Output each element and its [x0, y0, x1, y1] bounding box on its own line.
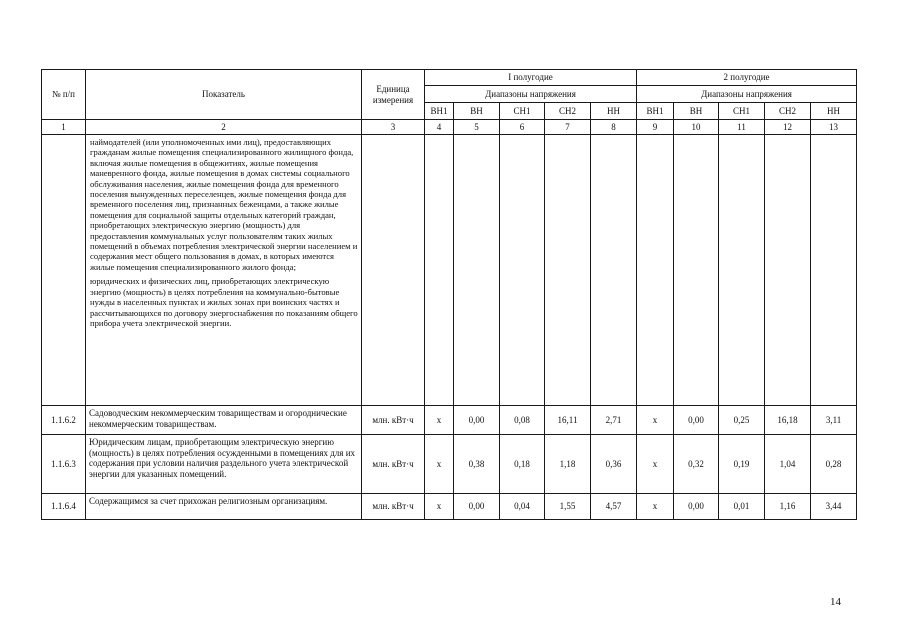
value-cell: x	[425, 435, 454, 494]
value-cell: 0,18	[500, 435, 545, 494]
header-half2: 2 полугодие	[637, 70, 857, 86]
column-number: 5	[454, 120, 500, 135]
column-number: 10	[674, 120, 719, 135]
value-cell: 0,00	[674, 406, 719, 435]
row-name: Садоводческим некоммерческим товариществам и огороднические некоммерческим товариществам.	[86, 406, 362, 435]
value-cell: 4,57	[591, 494, 637, 520]
value-cell: x	[637, 406, 674, 435]
level-header: ВН1	[637, 103, 674, 120]
value-cell: 0,08	[500, 406, 545, 435]
level-header: ВН	[674, 103, 719, 120]
value-cell: 2,71	[591, 406, 637, 435]
row-unit: млн. кВт·ч	[362, 435, 425, 494]
continuation-paragraph-2: юридических и физических лиц, приобретающих электрическую энергию (мощность) в целях потребления на коммунально-бытовые нужды в населенных пунктах и жилых зонах при воинских частях и рассчитывающихся по договору энергоснабжения по показаниям общего прибора учета электрической энергии.	[90, 276, 358, 328]
value-cell: x	[637, 494, 674, 520]
row-number: 1.1.6.2	[42, 406, 86, 435]
header-unit: Единица измерения	[362, 70, 425, 120]
header-ranges-1: Диапазоны напряжения	[425, 86, 637, 103]
value-cell: 16,11	[545, 406, 591, 435]
table-row	[42, 406, 857, 435]
column-number-row	[42, 120, 857, 135]
level-header: ВН1	[425, 103, 454, 120]
table-row	[42, 494, 857, 520]
column-number: 12	[765, 120, 811, 135]
level-header: СН1	[500, 103, 545, 120]
column-number: 7	[545, 120, 591, 135]
column-number: 2	[86, 120, 362, 135]
value-cell: x	[425, 406, 454, 435]
value-cell: 0,00	[454, 406, 500, 435]
value-cell: 0,32	[674, 435, 719, 494]
value-cell: 0,25	[719, 406, 765, 435]
page-number: 14	[830, 596, 841, 608]
row-unit: млн. кВт·ч	[362, 494, 425, 520]
value-cell: 1,18	[545, 435, 591, 494]
value-cell: 0,04	[500, 494, 545, 520]
value-cell: x	[637, 435, 674, 494]
table-row	[42, 135, 857, 406]
level-header: НН	[811, 103, 857, 120]
continuation-text	[86, 135, 362, 406]
continuation-paragraph-1: наймодателей (или уполномоченных ими лиц), предоставляющих гражданам жилые помещения специализированного жилищного фонда, включая жилые помещения в общежитиях, жилые помещения маневренного фонда, жилые помещения в домах системы социального обслуживания населения, жилые помещения фонда для временного поселения вынужденных переселенцев, жилые помещения фонда для временного поселения лиц, признанных беженцами, а также жилые помещения для социальной защиты отдельных категорий граждан, приобретающих электрическую энергию (мощность) для предоставления коммунальных услуг пользователям таких жилых помещений в объемах потребления электрической энергии населением и содержания мест общего пользования в домах, в которых имеются жилые помещения специализированного жилого фонда;	[90, 137, 358, 272]
column-number: 6	[500, 120, 545, 135]
table-row	[42, 435, 857, 494]
value-cell: 0,38	[454, 435, 500, 494]
value-cell: 0,01	[719, 494, 765, 520]
value-cell: 0,00	[674, 494, 719, 520]
value-cell: 0,00	[454, 494, 500, 520]
column-number: 11	[719, 120, 765, 135]
value-cell: 1,55	[545, 494, 591, 520]
data-table	[41, 69, 857, 520]
column-number: 1	[42, 120, 86, 135]
level-header: СН2	[545, 103, 591, 120]
value-cell: 0,19	[719, 435, 765, 494]
level-header: СН1	[719, 103, 765, 120]
level-header: НН	[591, 103, 637, 120]
column-number: 3	[362, 120, 425, 135]
column-number: 13	[811, 120, 857, 135]
value-cell: 0,36	[591, 435, 637, 494]
column-number: 9	[637, 120, 674, 135]
header-half1: I полугодие	[425, 70, 637, 86]
column-number: 4	[425, 120, 454, 135]
header-indicator: Показатель	[86, 70, 362, 120]
value-cell: 16,18	[765, 406, 811, 435]
value-cell: 0,28	[811, 435, 857, 494]
value-cell: x	[425, 494, 454, 520]
level-header: ВН	[454, 103, 500, 120]
header-ranges-2: Диапазоны напряжения	[637, 86, 857, 103]
header-num: № п/п	[42, 70, 86, 120]
column-number: 8	[591, 120, 637, 135]
value-cell: 3,44	[811, 494, 857, 520]
value-cell: 1,04	[765, 435, 811, 494]
value-cell: 1,16	[765, 494, 811, 520]
row-name: Юридическим лицам, приобретающим электрическую энергию (мощность) в целях потребления осужденными в помещениях для их содержания при условии наличия раздельного учета электрической энергии для указанных помещений.	[86, 435, 362, 494]
row-unit: млн. кВт·ч	[362, 406, 425, 435]
row-number: 1.1.6.4	[42, 494, 86, 520]
value-cell: 3,11	[811, 406, 857, 435]
row-number: 1.1.6.3	[42, 435, 86, 494]
row-name: Содержащимся за счет прихожан религиозным организациям.	[86, 494, 362, 520]
level-header: СН2	[765, 103, 811, 120]
